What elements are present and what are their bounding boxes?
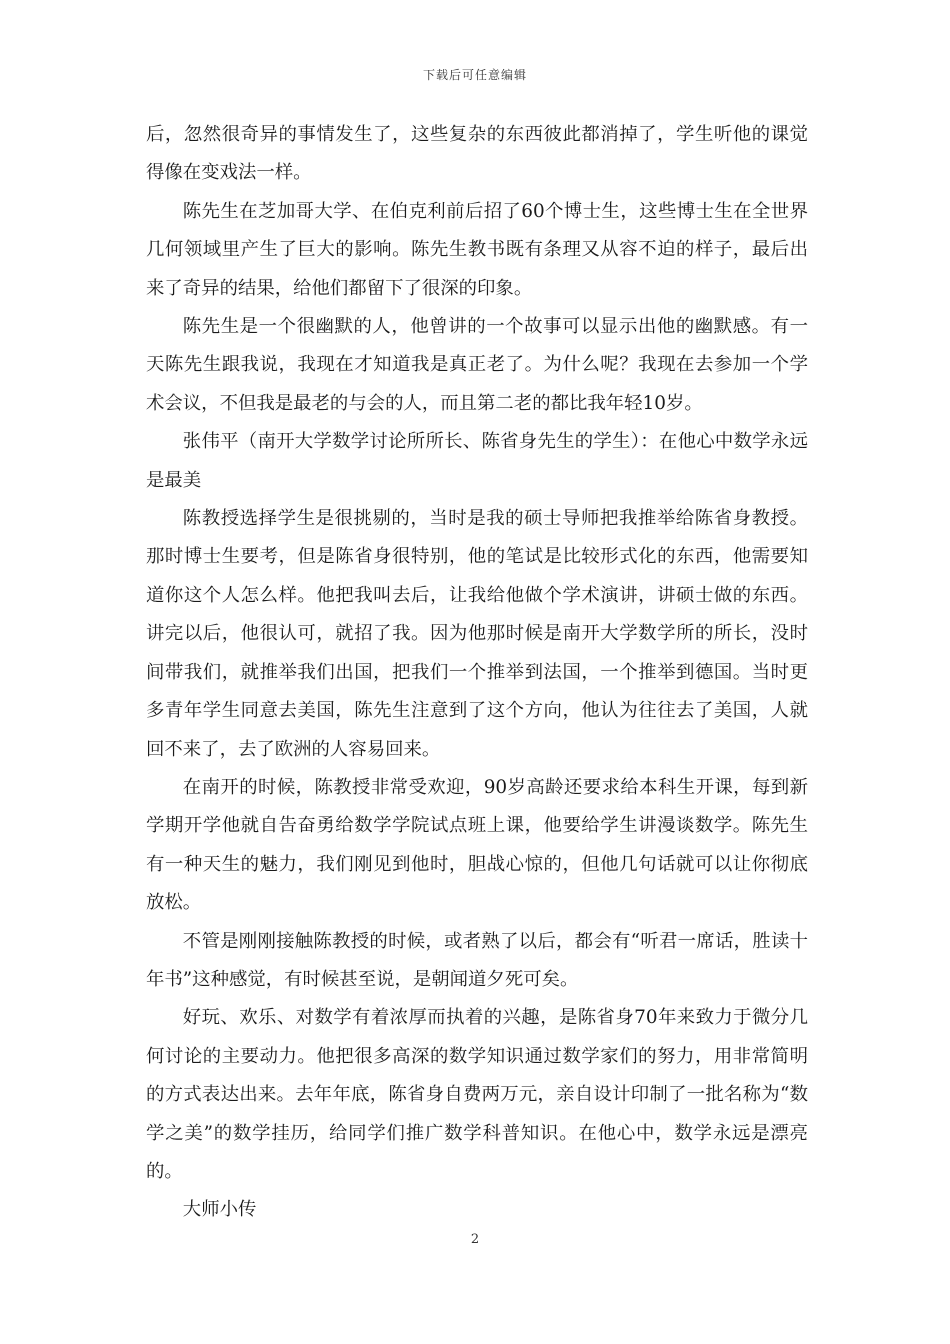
page-header: 下载后可任意编辑 (422, 68, 527, 82)
paragraph-nankai-teaching: 在南开的时候，陈教授非常受欢迎，90岁高龄还要求给本科生开课，每到新学期开学他就自告奋勇给数学学院试点班上课，他要给学生讲漫谈数学。陈先生有一种天生的魅力，我们刚见到他时，胆战心惊的，但他几句话就可以让你彻底放松。 (146, 776, 808, 914)
document-body (146, 116, 808, 1230)
paragraph-humor-story: 陈先生是一个很幽默的人，他曾讲的一个故事可以显示出他的幽默感。有一天陈先生跟我说，我现在才知道我是真正老了。为什么呢？我现在去参加一个学术会议，不但我是最老的与会的人，而且第二老的都比我年轻10岁。 (146, 316, 808, 414)
paragraph-student-selection: 陈教授选择学生是很挑剔的，当时是我的硕士导师把我推举给陈省身教授。那时博士生要考，但是陈省身很特别，他的笔试是比较形式化的东西，他需要知道你这个人怎么样。他把我叫去后，让我给他做个学术演讲，讲硕士做的东西。讲完以后，他很认可，就招了我。因为他那时候是南开大学数学所的所长，没时间带我们，就推举我们出国，把我们一个推举到法国，一个推举到德国。当时更多青年学生同意去美国，陈先生注意到了这个方向，他认为往往去了美国，人就回不来了，去了欧洲的人容易回来。 (146, 508, 808, 760)
paragraph-doctoral-students: 陈先生在芝加哥大学、在伯克利前后招了60个博士生，这些博士生在全世界几何领域里产生了巨大的影响。陈先生教书既有条理又从容不迫的样子，最后出来了奇异的结果，给他们都留下了很深的印象。 (146, 200, 808, 299)
paragraph-continuation: 后，忽然很奇异的事情发生了，这些复杂的东西彼此都消掉了，学生听他的课觉得像在变戏法一样。 (146, 124, 808, 184)
section-heading-zhang-weiping: 张伟平（南开大学数学讨论所所长、陈省身先生的学生）：在他心中数学永远是最美 (146, 431, 808, 491)
paragraph-math-beauty: 好玩、欢乐、对数学有着浓厚而执着的兴趣，是陈省身70年来致力于微分几何讨论的主要动力。他把很多高深的数学知识通过数学家们的努力，用非常简明的方式表达出来。去年年底，陈省身自费两万元，亲自设计印制了一批名称为“数学之美”的数学挂历，给同学们推广数学科普知识。在他心中，数学永远是漂亮的。 (146, 1007, 808, 1182)
section-heading-master-bio: 大师小传 (182, 1199, 257, 1221)
page-number: 2 (470, 1232, 480, 1247)
paragraph-feeling: 不管是刚刚接触陈教授的时候，或者熟了以后，都会有“听君一席话，胜读十年书”这种感觉，有时候甚至说，是朝闻道夕死可矣。 (146, 930, 808, 990)
